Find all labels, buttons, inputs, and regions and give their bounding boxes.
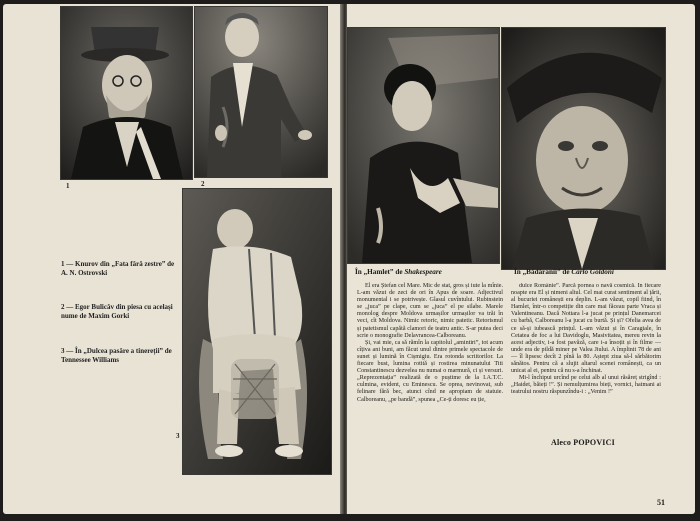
- author-signature: Aleco POPOVICI: [551, 438, 615, 447]
- article-paragraph: El era Ștefan cel Mare. Mic de stat, gros și iute la mînie. L-am văzut de zeci de ori în Apus de soare. Adjectivul monumental i se potrivește. Glasul cuvîntului. Rubinstein se „juca” pe clape, cum se „juca” el pe silabe. Marele monolog despre Moldova urmașilor urmașilor va trăi în veci, cît Moldova. Nimic retoric, nimic patetic. Retorismul și patetismul capătă clamori de teatru antic. S-ar putea deci scrie o monografie Delavrancea-Calboreanu.: [357, 283, 503, 339]
- caption-sweet-bird: 3 — În „Dulcea pasăre a tinereții” de Tennessee Williams: [61, 347, 172, 364]
- photo-number-1: 1: [66, 182, 70, 190]
- caption-hamlet-prefix: În „Hamlet” de: [355, 268, 405, 276]
- photo-hamlet: [347, 27, 500, 264]
- caption-badaranii: [514, 268, 614, 276]
- article-paragraph: Și, vai mie, ca să rămîn la capitolul „amintiri”, tot acum cîțiva ani buni, am făcut unul dintre primele spectacole de sunet și lumină în Cișmigiu. Era rotonda scriitorilor. La fiecare bust, lumina rotită și rostirea minunatului Titi Constantinescu dezvelea nu numai o marmură, ci și versuri. „Reprezentația” realizată de o puștime de la I.A.T.C. culmina, evident, cu Eminescu. Se oprea, nevinovat, sub felinare fără bec, atunci cînd ne apropiam de statuie. Calboreanu, „pe bandă”, spunea „Ce-ți doresc eu ție,: [357, 339, 503, 403]
- photo-knurov: [60, 6, 193, 180]
- photo-hamlet-image: [348, 28, 499, 263]
- article-column-2: [511, 283, 661, 435]
- photo-knurov-image: [61, 7, 192, 179]
- caption-hamlet-author: Shakespeare: [404, 268, 442, 276]
- page-number: 51: [657, 498, 665, 507]
- article-column-1: [357, 283, 503, 404]
- caption-badaranii-author: Carlo Goldoni: [571, 268, 614, 276]
- photo-number-2: 2: [201, 180, 205, 188]
- article-paragraph: Mi-l închipui urcînd pe celui alb al unui răsăreț strigînd : „Haidet, băieți !”. Și nemulțumirea bieți, vornici, hatmani ai teatrului nostru răspunzîndu-i : „Venim !”: [511, 375, 661, 396]
- photo-sweet-bird: [182, 188, 332, 475]
- caption-bulicov: 2 — Egor Bulicăv din piesa cu același nume de Maxim Gorki: [61, 303, 173, 320]
- photo-number-3: 3: [176, 432, 180, 440]
- photo-bulicov-image: [195, 7, 327, 177]
- caption-badaranii-prefix: În „Bădăranii” de: [514, 268, 572, 276]
- caption-knurov: 1 — Knurov din „Fata fără zestre” de A. N. Ostrovski: [61, 260, 175, 277]
- photo-sweet-bird-image: [183, 189, 331, 474]
- photo-badaranii-image: [502, 28, 665, 269]
- caption-hamlet: [355, 268, 442, 276]
- photo-badaranii: [501, 27, 666, 270]
- left-page: [3, 4, 343, 514]
- photo-bulicov: [194, 6, 328, 178]
- article-paragraph: dulce Românie”. Parcă pornea o navă cosmică. În fiecare noapte era El și nimeni altul. Cel mai curat sentiment al țării, al bucuriei românești era deplin. L-am văzut, copil fiind, în Hamlet, într-o competiție din care mai făceau parte Vraca și Valentineanu. Dacă Nottara l-a jucat pe prințul Danemarcei cu barbă, Calboreanu l-a jucat cu burtă. Și și? Ofelia avea de ce să-și iubească prințul. L-am văzut și în Caragiale, în Cetatea de foc a lui Davidoglu, Masivitatea, mereu revin la acest adjectiv, i-a fost pavăză, care i-a însoțit și în filme — unde era de pildă miner pe Valea Jiului. A împlinit 78 de ani — îl lipsesc decît 2 pînă la 80. Aștept ziua să-l sărbătorim sănătos. Pentru că a slujit altarul scenei românești, ca un unicat al ei, pentru că nu s-a închinat.: [511, 283, 661, 375]
